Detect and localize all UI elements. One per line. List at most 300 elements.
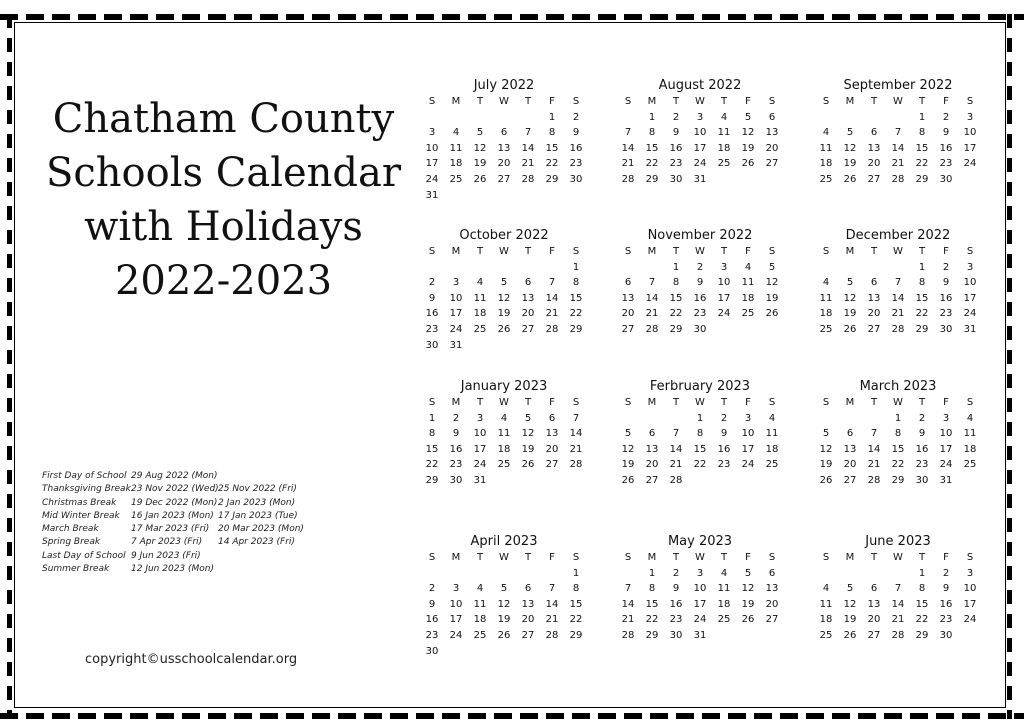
day-cell: 3 (696, 567, 704, 579)
day-cell: 30 (693, 323, 707, 335)
day-cell: 21 (645, 308, 659, 320)
day-cell: 16 (669, 598, 683, 610)
day-cell: 10 (425, 142, 439, 154)
day-cell: 8 (918, 583, 926, 595)
empty-cell (886, 566, 910, 582)
month-title: March 2023 (859, 379, 937, 394)
day-cell: 28 (867, 474, 881, 486)
day-cell: 15 (569, 598, 583, 610)
day-cell: 6 (624, 277, 632, 289)
weekday-label: T (672, 552, 680, 563)
day-cell: 19 (497, 614, 511, 626)
day-cell: 14 (645, 292, 659, 304)
weekday-label: S (966, 246, 974, 257)
month-calendar (814, 227, 982, 338)
day-cell: 9 (428, 598, 436, 610)
month-day-grid (616, 395, 784, 489)
weekday-label: F (549, 552, 555, 563)
day-cell: 17 (425, 158, 439, 170)
weekday-label: T (870, 397, 878, 408)
month-title: September 2022 (843, 78, 953, 93)
month-day-grid (616, 94, 784, 188)
title-line: 2022-2023 (114, 258, 333, 304)
day-cell: 20 (497, 158, 511, 170)
day-cell: 2 (428, 583, 436, 595)
holiday-end: 17 Jan 2023 (Tue) (218, 510, 298, 521)
day-cell: 25 (819, 173, 833, 185)
day-cell: 28 (621, 629, 635, 641)
day-cell: 23 (669, 158, 683, 170)
day-cell: 10 (693, 127, 707, 139)
day-cell: 31 (449, 339, 463, 351)
day-cell: 5 (524, 412, 532, 424)
day-cell: 28 (645, 323, 659, 335)
day-cell: 8 (672, 277, 680, 289)
day-cell: 3 (428, 127, 436, 139)
day-cell: 17 (693, 142, 707, 154)
day-cell: 15 (915, 142, 929, 154)
day-cell: 27 (497, 173, 511, 185)
weekday-label: S (572, 246, 580, 257)
day-cell: 13 (645, 443, 659, 455)
month-title: April 2023 (470, 534, 538, 549)
title-line: Chatham County (52, 96, 395, 142)
weekday-label: T (524, 397, 532, 408)
day-cell: 28 (891, 323, 905, 335)
day-cell: 27 (521, 323, 535, 335)
day-cell: 21 (891, 614, 905, 626)
weekday-label: T (720, 246, 728, 257)
day-cell: 27 (867, 629, 881, 641)
day-cell: 30 (569, 173, 583, 185)
day-cell: 2 (942, 111, 950, 123)
day-cell: 3 (966, 261, 974, 273)
weekday-label: T (720, 397, 728, 408)
empty-cell (886, 260, 910, 276)
weekday-label: F (549, 397, 555, 408)
month-day-grid (420, 244, 588, 353)
day-cell: 17 (449, 614, 463, 626)
day-cell: 19 (819, 459, 833, 471)
day-cell: 15 (569, 292, 583, 304)
day-cell: 15 (669, 292, 683, 304)
day-cell: 18 (497, 443, 511, 455)
day-cell: 4 (822, 277, 830, 289)
day-cell: 11 (819, 142, 833, 154)
day-cell: 7 (524, 127, 532, 139)
day-cell: 18 (765, 443, 779, 455)
month-day-grid (420, 550, 588, 659)
day-cell: 22 (891, 459, 905, 471)
month-calendar (420, 378, 588, 489)
day-cell: 1 (548, 111, 556, 123)
day-cell: 4 (966, 412, 974, 424)
day-cell: 14 (621, 142, 635, 154)
day-cell: 28 (569, 459, 583, 471)
day-cell: 5 (500, 277, 508, 289)
holiday-name: March Break (42, 524, 99, 535)
day-cell: 20 (521, 614, 535, 626)
day-cell: 7 (894, 583, 902, 595)
day-cell: 7 (894, 277, 902, 289)
day-cell: 27 (545, 459, 559, 471)
day-cell: 21 (621, 158, 635, 170)
empty-cell (616, 411, 640, 427)
weekday-label: S (572, 552, 580, 563)
day-cell: 23 (693, 308, 707, 320)
weekday-label: W (499, 246, 509, 257)
day-cell: 16 (449, 443, 463, 455)
weekday-label: W (695, 246, 705, 257)
day-cell: 7 (648, 277, 656, 289)
copyright-text: copyright©usschoolcalendar.org (85, 652, 298, 667)
day-cell: 18 (819, 614, 833, 626)
holiday-end: 25 Nov 2022 (Fri) (218, 484, 297, 495)
weekday-label: T (672, 96, 680, 107)
weekday-label: W (893, 397, 903, 408)
day-cell: 17 (939, 443, 953, 455)
empty-cell (420, 260, 444, 276)
day-cell: 22 (915, 308, 929, 320)
day-cell: 11 (963, 428, 977, 440)
day-cell: 3 (696, 111, 704, 123)
day-cell: 12 (843, 292, 857, 304)
day-cell: 13 (545, 428, 559, 440)
day-cell: 11 (717, 127, 731, 139)
day-cell: 11 (717, 583, 731, 595)
day-cell: 26 (765, 308, 779, 320)
day-cell: 29 (669, 323, 683, 335)
day-cell: 9 (696, 277, 704, 289)
day-cell: 29 (915, 629, 929, 641)
day-cell: 18 (963, 443, 977, 455)
weekday-label: F (943, 552, 949, 563)
weekday-label: W (695, 552, 705, 563)
weekday-label: W (695, 397, 705, 408)
day-cell: 5 (744, 567, 752, 579)
day-cell: 5 (768, 261, 776, 273)
day-cell: 25 (819, 323, 833, 335)
day-cell: 19 (741, 598, 755, 610)
weekday-label: T (870, 96, 878, 107)
day-cell: 25 (717, 158, 731, 170)
day-cell: 17 (473, 443, 487, 455)
day-cell: 15 (915, 292, 929, 304)
day-cell: 11 (473, 292, 487, 304)
day-cell: 7 (894, 127, 902, 139)
holiday-date: 23 Nov 2022 (Wed) (131, 484, 219, 495)
day-cell: 25 (963, 459, 977, 471)
day-cell: 20 (765, 598, 779, 610)
weekday-label: T (524, 246, 532, 257)
empty-cell (492, 260, 516, 276)
day-cell: 13 (497, 142, 511, 154)
day-cell: 14 (891, 598, 905, 610)
day-cell: 24 (449, 629, 463, 641)
holiday-name: Christmas Break (42, 497, 117, 508)
month-title: Ferbruary 2023 (649, 379, 751, 394)
day-cell: 2 (452, 412, 460, 424)
day-cell: 24 (939, 459, 953, 471)
day-cell: 19 (621, 459, 635, 471)
day-cell: 13 (867, 292, 881, 304)
day-cell: 19 (521, 443, 535, 455)
empty-cell (444, 566, 468, 582)
empty-cell (664, 411, 688, 427)
day-cell: 21 (545, 308, 559, 320)
day-cell: 6 (524, 583, 532, 595)
day-cell: 12 (843, 598, 857, 610)
day-cell: 29 (645, 173, 659, 185)
weekday-label: S (428, 246, 436, 257)
day-cell: 12 (765, 277, 779, 289)
month-title: January 2023 (460, 379, 548, 394)
weekday-label: F (943, 96, 949, 107)
month-title: October 2022 (459, 228, 549, 243)
day-cell: 26 (521, 459, 535, 471)
day-cell: 21 (621, 614, 635, 626)
day-cell: 29 (425, 474, 439, 486)
weekday-label: T (524, 96, 532, 107)
day-cell: 23 (669, 614, 683, 626)
day-cell: 30 (915, 474, 929, 486)
empty-cell (468, 110, 492, 126)
month-day-grid (616, 244, 784, 338)
day-cell: 4 (476, 583, 484, 595)
day-cell: 25 (473, 629, 487, 641)
day-cell: 20 (645, 459, 659, 471)
empty-cell (838, 260, 862, 276)
day-cell: 11 (819, 598, 833, 610)
day-cell: 14 (621, 598, 635, 610)
day-cell: 1 (918, 567, 926, 579)
day-cell: 13 (521, 292, 535, 304)
day-cell: 31 (939, 474, 953, 486)
day-cell: 8 (696, 428, 704, 440)
day-cell: 2 (918, 412, 926, 424)
day-cell: 10 (963, 583, 977, 595)
empty-cell (838, 110, 862, 126)
weekday-label: S (428, 96, 436, 107)
day-cell: 17 (963, 598, 977, 610)
day-cell: 8 (648, 583, 656, 595)
weekday-label: S (822, 552, 830, 563)
day-cell: 20 (545, 443, 559, 455)
day-cell: 30 (425, 645, 439, 657)
empty-cell (516, 110, 540, 126)
weekday-label: M (451, 96, 461, 107)
day-cell: 14 (867, 443, 881, 455)
day-cell: 30 (669, 173, 683, 185)
day-cell: 23 (939, 308, 953, 320)
day-cell: 6 (870, 277, 878, 289)
day-cell: 3 (966, 111, 974, 123)
weekday-label: W (893, 552, 903, 563)
holiday-date: 17 Mar 2023 (Fri) (131, 524, 210, 535)
day-cell: 27 (765, 158, 779, 170)
day-cell: 1 (428, 412, 436, 424)
day-cell: 1 (572, 567, 580, 579)
month-day-grid (616, 550, 784, 644)
day-cell: 5 (476, 127, 484, 139)
day-cell: 13 (867, 142, 881, 154)
month-day-grid (814, 395, 982, 489)
day-cell: 5 (846, 127, 854, 139)
day-cell: 3 (966, 567, 974, 579)
weekday-label: S (768, 246, 776, 257)
day-cell: 10 (741, 428, 755, 440)
empty-cell (862, 566, 886, 582)
day-cell: 9 (720, 428, 728, 440)
month-calendar (420, 533, 588, 659)
title-line: Schools Calendar (45, 150, 402, 196)
day-cell: 17 (963, 292, 977, 304)
holiday-name: Summer Break (42, 564, 110, 575)
day-cell: 18 (473, 308, 487, 320)
day-cell: 9 (672, 127, 680, 139)
day-cell: 14 (891, 292, 905, 304)
day-cell: 26 (497, 629, 511, 641)
day-cell: 6 (648, 428, 656, 440)
day-cell: 8 (918, 127, 926, 139)
weekday-label: F (549, 96, 555, 107)
weekday-label: W (499, 96, 509, 107)
day-cell: 6 (524, 277, 532, 289)
empty-cell (814, 110, 838, 126)
day-cell: 13 (765, 583, 779, 595)
empty-cell (640, 260, 664, 276)
day-cell: 20 (867, 614, 881, 626)
month-calendar (616, 77, 784, 188)
weekday-label: S (768, 397, 776, 408)
day-cell: 5 (500, 583, 508, 595)
empty-cell (444, 260, 468, 276)
day-cell: 30 (939, 323, 953, 335)
empty-cell (468, 260, 492, 276)
day-cell: 24 (449, 323, 463, 335)
day-cell: 22 (645, 614, 659, 626)
weekday-label: W (499, 397, 509, 408)
day-cell: 7 (870, 428, 878, 440)
weekday-label: S (966, 397, 974, 408)
holiday-date: 29 Aug 2022 (Mon) (131, 471, 218, 481)
day-cell: 9 (942, 583, 950, 595)
day-cell: 23 (569, 158, 583, 170)
day-cell: 2 (572, 111, 580, 123)
month-calendar (814, 77, 982, 188)
weekday-label: M (451, 246, 461, 257)
day-cell: 10 (717, 277, 731, 289)
day-cell: 25 (741, 308, 755, 320)
day-cell: 27 (621, 323, 635, 335)
holiday-name: Spring Break (42, 537, 101, 548)
weekday-label: M (845, 246, 855, 257)
month-title: August 2022 (658, 78, 742, 93)
day-cell: 23 (915, 459, 929, 471)
empty-cell (420, 110, 444, 126)
day-cell: 1 (572, 261, 580, 273)
day-cell: 4 (500, 412, 508, 424)
day-cell: 2 (720, 412, 728, 424)
day-cell: 11 (497, 428, 511, 440)
empty-cell (616, 260, 640, 276)
day-cell: 20 (521, 308, 535, 320)
title-line: with Holidays (84, 204, 363, 250)
day-cell: 30 (939, 629, 953, 641)
day-cell: 16 (939, 142, 953, 154)
day-cell: 4 (720, 111, 728, 123)
day-cell: 24 (963, 308, 977, 320)
day-cell: 8 (894, 428, 902, 440)
holiday-end: 2 Jan 2023 (Mon) (218, 497, 296, 508)
day-cell: 30 (425, 339, 439, 351)
day-cell: 16 (669, 142, 683, 154)
weekday-label: T (476, 246, 484, 257)
weekday-label: T (476, 96, 484, 107)
day-cell: 20 (867, 308, 881, 320)
day-cell: 10 (963, 127, 977, 139)
day-cell: 6 (768, 567, 776, 579)
weekday-label: T (720, 96, 728, 107)
day-cell: 5 (846, 277, 854, 289)
day-cell: 3 (744, 412, 752, 424)
weekday-label: W (893, 96, 903, 107)
day-cell: 12 (497, 292, 511, 304)
day-cell: 22 (915, 614, 929, 626)
day-cell: 12 (497, 598, 511, 610)
day-cell: 19 (473, 158, 487, 170)
day-cell: 16 (915, 443, 929, 455)
day-cell: 6 (500, 127, 508, 139)
weekday-label: T (720, 552, 728, 563)
day-cell: 27 (645, 474, 659, 486)
empty-cell (814, 260, 838, 276)
day-cell: 22 (915, 158, 929, 170)
day-cell: 10 (963, 277, 977, 289)
holiday-name: Thanksgiving Break (42, 484, 131, 495)
weekday-label: F (745, 246, 751, 257)
day-cell: 18 (741, 292, 755, 304)
border-right (1007, 14, 1012, 719)
weekday-label: M (647, 96, 657, 107)
month-day-grid (420, 395, 588, 489)
empty-cell (540, 566, 564, 582)
day-cell: 2 (672, 567, 680, 579)
day-cell: 19 (741, 142, 755, 154)
day-cell: 17 (449, 308, 463, 320)
weekday-label: S (822, 397, 830, 408)
day-cell: 10 (449, 598, 463, 610)
weekday-label: F (745, 552, 751, 563)
day-cell: 12 (473, 142, 487, 154)
day-cell: 18 (717, 142, 731, 154)
day-cell: 29 (915, 323, 929, 335)
day-cell: 31 (693, 629, 707, 641)
weekday-label: T (672, 246, 680, 257)
weekday-label: M (647, 246, 657, 257)
day-cell: 4 (744, 261, 752, 273)
day-cell: 10 (473, 428, 487, 440)
day-cell: 21 (521, 158, 535, 170)
day-cell: 6 (846, 428, 854, 440)
day-cell: 11 (765, 428, 779, 440)
day-cell: 23 (939, 614, 953, 626)
day-cell: 18 (449, 158, 463, 170)
day-cell: 11 (741, 277, 755, 289)
day-cell: 21 (569, 443, 583, 455)
day-cell: 14 (569, 428, 583, 440)
day-cell: 16 (939, 292, 953, 304)
